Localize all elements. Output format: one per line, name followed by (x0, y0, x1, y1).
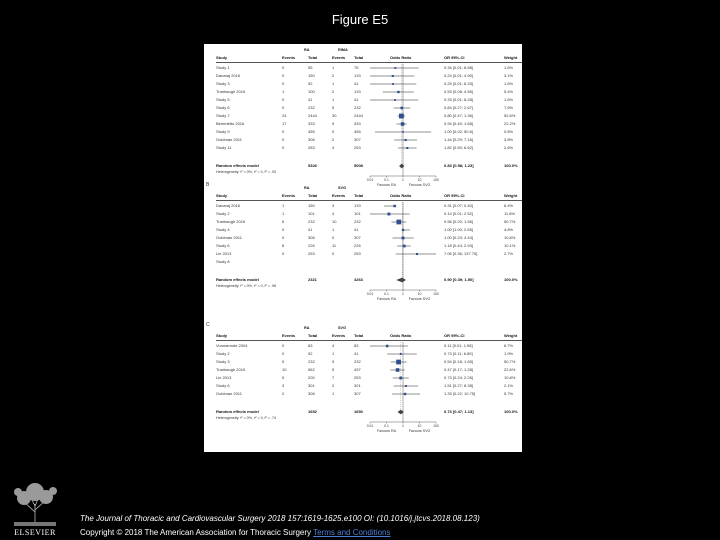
pooled-row (204, 408, 522, 416)
study-cell-n1: 232 (308, 359, 315, 364)
favours-left-label: Favours RA (377, 297, 396, 301)
header-cell-study: Study (216, 193, 228, 198)
study-cell-ci: 0.34 [0.01; 8.88] (444, 65, 473, 70)
study-cell-w: 22.2% (504, 121, 516, 126)
group1-label: RA (304, 48, 310, 52)
study-cell-study: Tranbaugh 2016 (216, 219, 246, 224)
study-cell-ci: 1.33 [0.22; 10.75] (444, 391, 476, 396)
study-cell-study: Study 6 (216, 243, 230, 248)
study-cell-e1: 24 (282, 113, 287, 118)
header-cell-n1: Total (308, 55, 318, 60)
study-cell-study: Study 9 (216, 129, 230, 134)
study-cell-e1: 0 (282, 105, 285, 110)
study-cell-study: Study 6 (216, 383, 230, 388)
study-cell-ci: 1.82 [0.50; 6.62] (444, 145, 473, 150)
study-cell-e2: 4 (332, 145, 335, 150)
study-cell-e1: 0 (282, 251, 285, 256)
study-cell-ci: 0.33 [0.01; 8.28] (444, 97, 473, 102)
study-cell-n2: 133 (354, 73, 361, 78)
study-cell-e1: 0 (282, 227, 285, 232)
study-cell-w: 4.8% (504, 227, 514, 232)
study-cell-n1: 562 (308, 367, 315, 372)
header-cell-study: Study (216, 333, 228, 338)
study-cell-e1: 5 (282, 359, 285, 364)
x-tick-label: 0.01 (366, 292, 374, 296)
study-cell-e2: 0 (332, 251, 335, 256)
study-cell-ci: 1.18 [0.44; 2.94] (444, 243, 473, 248)
study-cell-ci: 0.31 [0.07; 0.40] (444, 203, 473, 208)
journal-citation: The Journal of Thoracic and Cardiovascular Surgery 2018 157:1619-1625.e100 OI: (10.1016/j.jtcvs.2018.08.123) (80, 514, 480, 523)
study-cell-ci: 1.00 [0.23; 4.44] (444, 235, 473, 240)
x-tick-label: 0.01 (366, 178, 374, 182)
study-cell-n1: 41 (308, 227, 313, 232)
pooled-cell-n1: 1652 (308, 409, 317, 414)
header-cell-odds-ratio: Odds Ratio (390, 55, 412, 60)
study-cell-e1: 17 (282, 121, 287, 126)
study-cell-study: Goldman 2011 (216, 391, 242, 396)
study-cell-e1: 6 (282, 219, 285, 224)
study-cell-w: 6.7% (504, 343, 514, 348)
study-cell-ci: 0.56 [0.20; 1.56] (444, 219, 473, 224)
study-cell-w: 1.6% (504, 81, 514, 86)
pooled-cell-w: 100.0% (504, 163, 518, 168)
study-cell-w: 1.9% (504, 351, 514, 356)
study-cell-n1: 333 (308, 121, 315, 126)
study-cell-e1: 1 (282, 203, 285, 208)
study-cell-n2: 455 (354, 129, 361, 134)
header-cell-w: Weight (504, 55, 518, 60)
study-cell-n2: 253 (354, 145, 361, 150)
x-tick-label: 0.1 (384, 178, 389, 182)
header-cell-ci: OR 95%-CI (444, 333, 465, 338)
study-row (204, 374, 522, 382)
study-cell-e2: 1 (332, 65, 335, 70)
study-cell-study: Study 8 (216, 259, 230, 264)
study-cell-study: Study 4 (216, 227, 230, 232)
header-cell-e1: Events (282, 193, 296, 198)
heterogeneity-text: Heterogeneity: I² = 0%, τ² = 0, P = .93 (216, 170, 276, 174)
study-cell-n2: 133 (354, 203, 361, 208)
study-cell-n1: 283 (308, 145, 315, 150)
favours-left-label: Favours RA (377, 183, 396, 187)
study-cell-w: 5.4% (504, 89, 514, 94)
study-cell-e2: 2 (332, 383, 335, 388)
study-cell-n2: 307 (354, 391, 361, 396)
study-cell-study: Benedetto 2016 (216, 121, 245, 126)
study-cell-n1: 301 (308, 383, 315, 388)
study-cell-n2: 133 (354, 89, 361, 94)
study-cell-study: Study 5 (216, 97, 230, 102)
study-cell-n1: 232 (308, 105, 315, 110)
study-cell-study: Study 3 (216, 359, 230, 364)
header-cell-n2: Total (354, 193, 364, 198)
study-cell-w: 1.6% (504, 97, 514, 102)
study-cell-ci: 7.06 [0.36; 137.75] (444, 251, 478, 256)
header-cell-e1: Events (282, 55, 296, 60)
study-cell-e2: 2 (332, 73, 335, 78)
study-cell-n2: 41 (354, 351, 359, 356)
header-cell-e2: Events (332, 193, 346, 198)
study-cell-e1: 0 (282, 351, 285, 356)
header-cell-ci: OR 95%-CI (444, 193, 465, 198)
favours-right-label: Favours SVG (408, 429, 431, 433)
study-cell-e1: 0 (282, 343, 285, 348)
study-cell-e1: 0 (282, 145, 285, 150)
study-cell-n1: 150 (308, 73, 315, 78)
study-cell-w: 10.1% (504, 243, 516, 248)
forest-plot-figure (204, 44, 522, 452)
study-cell-n2: 41 (354, 97, 359, 102)
pooled-cell-n2: 5008 (354, 163, 363, 168)
x-tick-label: 1 (402, 292, 404, 296)
study-cell-n2: 41 (354, 81, 359, 86)
study-cell-n1: 455 (308, 129, 315, 134)
favours-left-label: Favours RA (377, 429, 396, 433)
study-cell-n2: 333 (354, 121, 361, 126)
pooled-cell-n1: 2321 (308, 277, 317, 282)
study-cell-w: 7.6% (504, 105, 514, 110)
x-tick-label: 10 (417, 424, 422, 428)
study-cell-ci: 1.00 [0.02; 50.6] (444, 129, 473, 134)
study-cell-study: Study 6 (216, 105, 230, 110)
study-cell-ci: 0.25 [0.01; 6.33] (444, 81, 473, 86)
heterogeneity-text: Heterogeneity: I² = 0%, τ² = 0, P = .74 (216, 416, 276, 420)
pooled-cell-study: Random effects model (216, 409, 259, 414)
study-row (204, 366, 522, 374)
header-cell-study: Study (216, 55, 228, 60)
study-cell-e1: 3 (282, 383, 285, 388)
study-cell-n1: 92 (308, 81, 313, 86)
x-tick-label: 10 (417, 292, 422, 296)
study-cell-study: Study 7 (216, 113, 230, 118)
study-cell-e2: 2 (332, 89, 335, 94)
pooled-cell-ci: 0.90 [0.39; 1.50] (444, 277, 474, 282)
x-tick-label: 0.1 (384, 292, 389, 296)
study-cell-ci: 0.80 [0.47; 1.36] (444, 113, 473, 118)
header-cell-w: Weight (504, 333, 518, 338)
study-cell-n1: 253 (308, 251, 315, 256)
group1-label: RA (304, 326, 310, 330)
pooled-cell-ci: 0.73 [0.47; 1.13] (444, 409, 474, 414)
study-cell-study: Vunnamnde 2004 (216, 343, 248, 348)
study-cell-n2: 2444 (354, 113, 363, 118)
study-cell-n1: 150 (308, 203, 315, 208)
study-cell-n1: 55 (308, 65, 313, 70)
x-tick-label: 0.1 (384, 424, 389, 428)
study-cell-ci: 0.73 [0.24; 2.26] (444, 375, 473, 380)
study-cell-e1: 1 (282, 89, 285, 94)
study-cell-n2: 232 (354, 359, 361, 364)
header-cell-e1: Events (282, 333, 296, 338)
study-cell-n2: 301 (354, 383, 361, 388)
study-cell-e2: 1 (332, 97, 335, 102)
favours-right-label: Favours SVG (408, 297, 431, 301)
study-cell-study: Study 2 (216, 211, 230, 216)
study-cell-w: 3.1% (504, 73, 514, 78)
study-cell-ci: 1.51 [0.27; 8.38] (444, 383, 473, 388)
study-cell-study: Study 11 (216, 145, 232, 150)
study-cell-ci: 0.11 [0.01; 1.98] (444, 343, 473, 348)
study-cell-ci: 0.84 [0.27; 2.67] (444, 105, 473, 110)
group2-label: RIMA (338, 48, 348, 52)
study-cell-ci: 1.00 [1.00; 2.65] (444, 227, 473, 232)
study-cell-study: Lin 2013 (216, 251, 232, 256)
terms-and-conditions-link[interactable]: Terms and Conditions (313, 528, 391, 537)
x-tick-label: 100 (433, 178, 439, 182)
study-cell-e2: 4 (332, 343, 335, 348)
header-cell-e2: Events (332, 333, 346, 338)
pooled-cell-study: Random effects model (216, 163, 259, 168)
study-cell-ci: 1.44 [0.29; 7.16] (444, 137, 473, 142)
study-cell-n2: 41 (354, 227, 359, 232)
group2-label: SVG (338, 326, 347, 330)
pooled-cell-study: Random effects model (216, 277, 259, 282)
study-cell-e2: 5 (332, 367, 335, 372)
study-cell-e2: 30 (332, 113, 337, 118)
study-cell-e1: 10 (282, 367, 287, 372)
pooled-cell-w: 100.0% (504, 409, 518, 414)
study-cell-n1: 100 (308, 89, 315, 94)
header-cell-odds-ratio: Odds Ratio (390, 333, 412, 338)
study-cell-n1: 2444 (308, 113, 317, 118)
study-cell-e2: 2 (332, 137, 335, 142)
study-cell-n2: 232 (354, 105, 361, 110)
study-cell-w: 2.1% (504, 383, 514, 388)
study-cell-e1: 0 (282, 73, 285, 78)
study-cell-n1: 306 (308, 235, 315, 240)
study-cell-e2: 7 (332, 375, 335, 380)
study-cell-n2: 497 (354, 367, 361, 372)
study-cell-e1: 2 (282, 391, 285, 396)
pooled-cell-n1: 5326 (308, 163, 317, 168)
heterogeneity-text: Heterogeneity: I² = 0%, τ² = 0, P = .98 (216, 284, 276, 288)
study-cell-study: Study 2 (216, 351, 230, 356)
study-cell-w: 6.4% (504, 203, 514, 208)
study-cell-ci: 0.53 [0.06; 4.56] (444, 89, 473, 94)
x-tick-label: 0.01 (366, 424, 374, 428)
pooled-cell-n2: 4263 (354, 277, 363, 282)
study-cell-study: Tranbaugh 2015 (216, 367, 246, 372)
study-cell-study: Study 1 (216, 65, 230, 70)
study-cell-n1: 232 (308, 219, 315, 224)
study-cell-n1: 200 (308, 375, 315, 380)
study-cell-e2: 11 (332, 243, 337, 248)
study-cell-e2: 1 (332, 351, 335, 356)
study-cell-ci: 0.14 [0.01; 2.52] (444, 211, 473, 216)
study-cell-w: 10.8% (504, 375, 516, 380)
study-cell-e1: 0 (282, 235, 285, 240)
study-cell-n2: 226 (354, 243, 361, 248)
header-cell-n2: Total (354, 55, 364, 60)
study-cell-n2: 253 (354, 375, 361, 380)
study-cell-e2: 10 (332, 219, 337, 224)
study-cell-w: 2.7% (504, 251, 514, 256)
study-cell-e1: 0 (282, 81, 285, 86)
study-cell-e2: 1 (332, 391, 335, 396)
study-cell-ci: 0.47 [0.17; 1.28] (444, 367, 473, 372)
pooled-cell-ci: 0.83 [0.58; 1.23] (444, 163, 474, 168)
study-cell-w: 3.8% (504, 137, 514, 142)
study-cell-e1: 1 (282, 211, 285, 216)
group2-label: SVG (338, 186, 347, 190)
study-cell-n2: 232 (354, 219, 361, 224)
copyright-text: Copyright © 2018 The American Association for Thoracic Surgery (80, 528, 312, 537)
study-cell-ci: 0.54 [0.18; 1.65] (444, 359, 473, 364)
study-cell-w: 2.6% (504, 145, 514, 150)
slide-title: Figure E5 (331, 12, 389, 27)
study-cell-w: 50.7% (504, 219, 516, 224)
group1-label: RA (304, 186, 310, 190)
header-cell-ci: OR 95%-CI (444, 55, 465, 60)
study-cell-e2: 1 (332, 227, 335, 232)
study-cell-n1: 306 (308, 391, 315, 396)
study-row (204, 342, 522, 350)
panel-letter: B (206, 182, 210, 188)
study-row (204, 350, 522, 358)
header-cell-e2: Events (332, 55, 346, 60)
study-cell-e1: 0 (282, 97, 285, 102)
x-tick-label: 100 (433, 424, 439, 428)
study-cell-ci: 0.24 [0.01; 4.90] (444, 73, 473, 78)
favours-right-label: Favours SVG (408, 183, 431, 187)
study-cell-n1: 41 (308, 97, 313, 102)
study-cell-e1: 5 (282, 375, 285, 380)
x-tick-label: 10 (417, 178, 422, 182)
study-cell-w: 22.6% (504, 367, 516, 372)
study-cell-e2: 1 (332, 81, 335, 86)
study-cell-n2: 253 (354, 251, 361, 256)
publisher-name: ELSEVIER (14, 528, 56, 537)
study-cell-study: Goldman 2011 (216, 235, 242, 240)
study-cell-n2: 307 (354, 235, 361, 240)
study-cell-e1: 0 (282, 129, 285, 134)
study-cell-study: Danaraj 2016 (216, 73, 241, 78)
panel-letter: C (206, 322, 210, 328)
study-cell-n1: 92 (308, 351, 313, 356)
study-cell-e2: 0 (332, 235, 335, 240)
study-cell-n2: 75 (354, 65, 359, 70)
study-cell-n2: 83 (354, 343, 359, 348)
study-cell-e2: 9 (332, 121, 335, 126)
study-row (204, 358, 522, 366)
pooled-cell-w: 100.0% (504, 277, 518, 282)
study-cell-w: 5.7% (504, 391, 514, 396)
copyright-line (80, 528, 700, 537)
study-cell-n1: 83 (308, 343, 313, 348)
study-cell-n2: 307 (354, 137, 361, 142)
study-cell-w: 50.7% (504, 359, 516, 364)
study-cell-e2: 0 (332, 129, 335, 134)
x-tick-label: 1 (402, 424, 404, 428)
study-cell-study: Danaraj 2016 (216, 203, 241, 208)
study-cell-ci: 0.73 [0.11; 6.89] (444, 351, 473, 356)
header-cell-n1: Total (308, 333, 318, 338)
study-cell-study: Study 3 (216, 81, 230, 86)
study-row (204, 390, 522, 398)
study-cell-n2: 101 (354, 211, 361, 216)
study-cell-e1: 8 (282, 243, 285, 248)
study-cell-w: 11.8% (504, 211, 516, 216)
study-cell-e1: 0 (282, 65, 285, 70)
study-cell-w: 52.6% (504, 113, 516, 118)
study-cell-e2: 3 (332, 203, 335, 208)
study-cell-w: 10.8% (504, 235, 516, 240)
study-cell-study: Tranbaugh 2015 (216, 89, 246, 94)
study-cell-n1: 101 (308, 211, 315, 216)
study-cell-w: 1.6% (504, 65, 514, 70)
pooled-cell-n2: 1650 (354, 409, 363, 414)
header-cell-n2: Total (354, 333, 364, 338)
study-cell-e2: 4 (332, 211, 335, 216)
study-cell-n1: 306 (308, 137, 315, 142)
study-cell-e2: 9 (332, 359, 335, 364)
study-cell-e2: 5 (332, 105, 335, 110)
x-tick-label: 1 (402, 178, 404, 182)
study-cell-w: 0.8% (504, 129, 514, 134)
study-cell-e1: 0 (282, 137, 285, 142)
study-cell-n1: 226 (308, 243, 315, 248)
header-cell-n1: Total (308, 193, 318, 198)
study-cell-ci: 0.94 [0.40; 1.68] (444, 121, 473, 126)
study-cell-study: Goldman 2011 (216, 137, 242, 142)
x-tick-label: 100 (433, 292, 439, 296)
header-cell-odds-ratio: Odds Ratio (390, 193, 412, 198)
study-row (204, 382, 522, 390)
header-cell-w: Weight (504, 193, 518, 198)
study-cell-study: Lin 2013 (216, 375, 232, 380)
